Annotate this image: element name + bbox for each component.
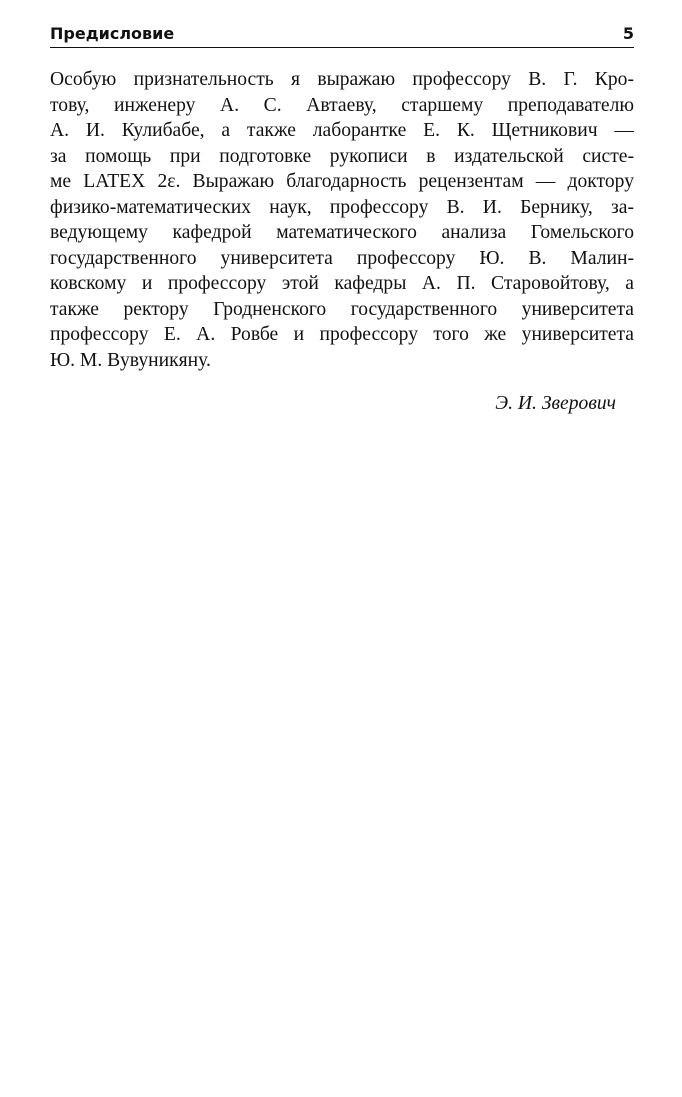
page-number: 5: [622, 24, 634, 43]
text-line: Ю. М. Вувуникяну.: [50, 349, 211, 371]
text-line: государственного университета профессору Ю. В. Малин-: [50, 247, 634, 269]
section-title: Предисловие: [50, 24, 175, 43]
text-line: ковскому и профессору этой кафедры А. П. Старовойтову, а: [50, 273, 634, 294]
text-line: тову, инженеру А. С. Автаеву, старшему преподавателю: [50, 94, 634, 116]
text-line: физико-математических наук, профессору В. И. Бернику, за-: [50, 196, 634, 218]
running-header: [50, 24, 634, 48]
text-line: А. И. Кулибабе, а также лаборантке Е. К. Щетникович —: [50, 120, 634, 141]
text-line: ведующему кафедрой математического анализа Гомельского: [50, 222, 634, 243]
acknowledgement-paragraph: [50, 67, 634, 373]
text-line: Особую признательность я выражаю профессору В. Г. Кро-: [50, 69, 634, 90]
author-signature: Э. И. Зверович: [495, 393, 616, 414]
text-line: за помощь при подготовке рукописи в издательской систе-: [50, 145, 634, 167]
document-page: [50, 24, 634, 416]
text-line: профессору Е. А. Ровбе и профессору того же университета: [50, 324, 634, 345]
text-line: ме LATEX 2ε. Выражаю благодарность рецензентам — доктору: [50, 171, 634, 192]
text-line: также ректору Гродненского государственного университета: [50, 298, 634, 320]
